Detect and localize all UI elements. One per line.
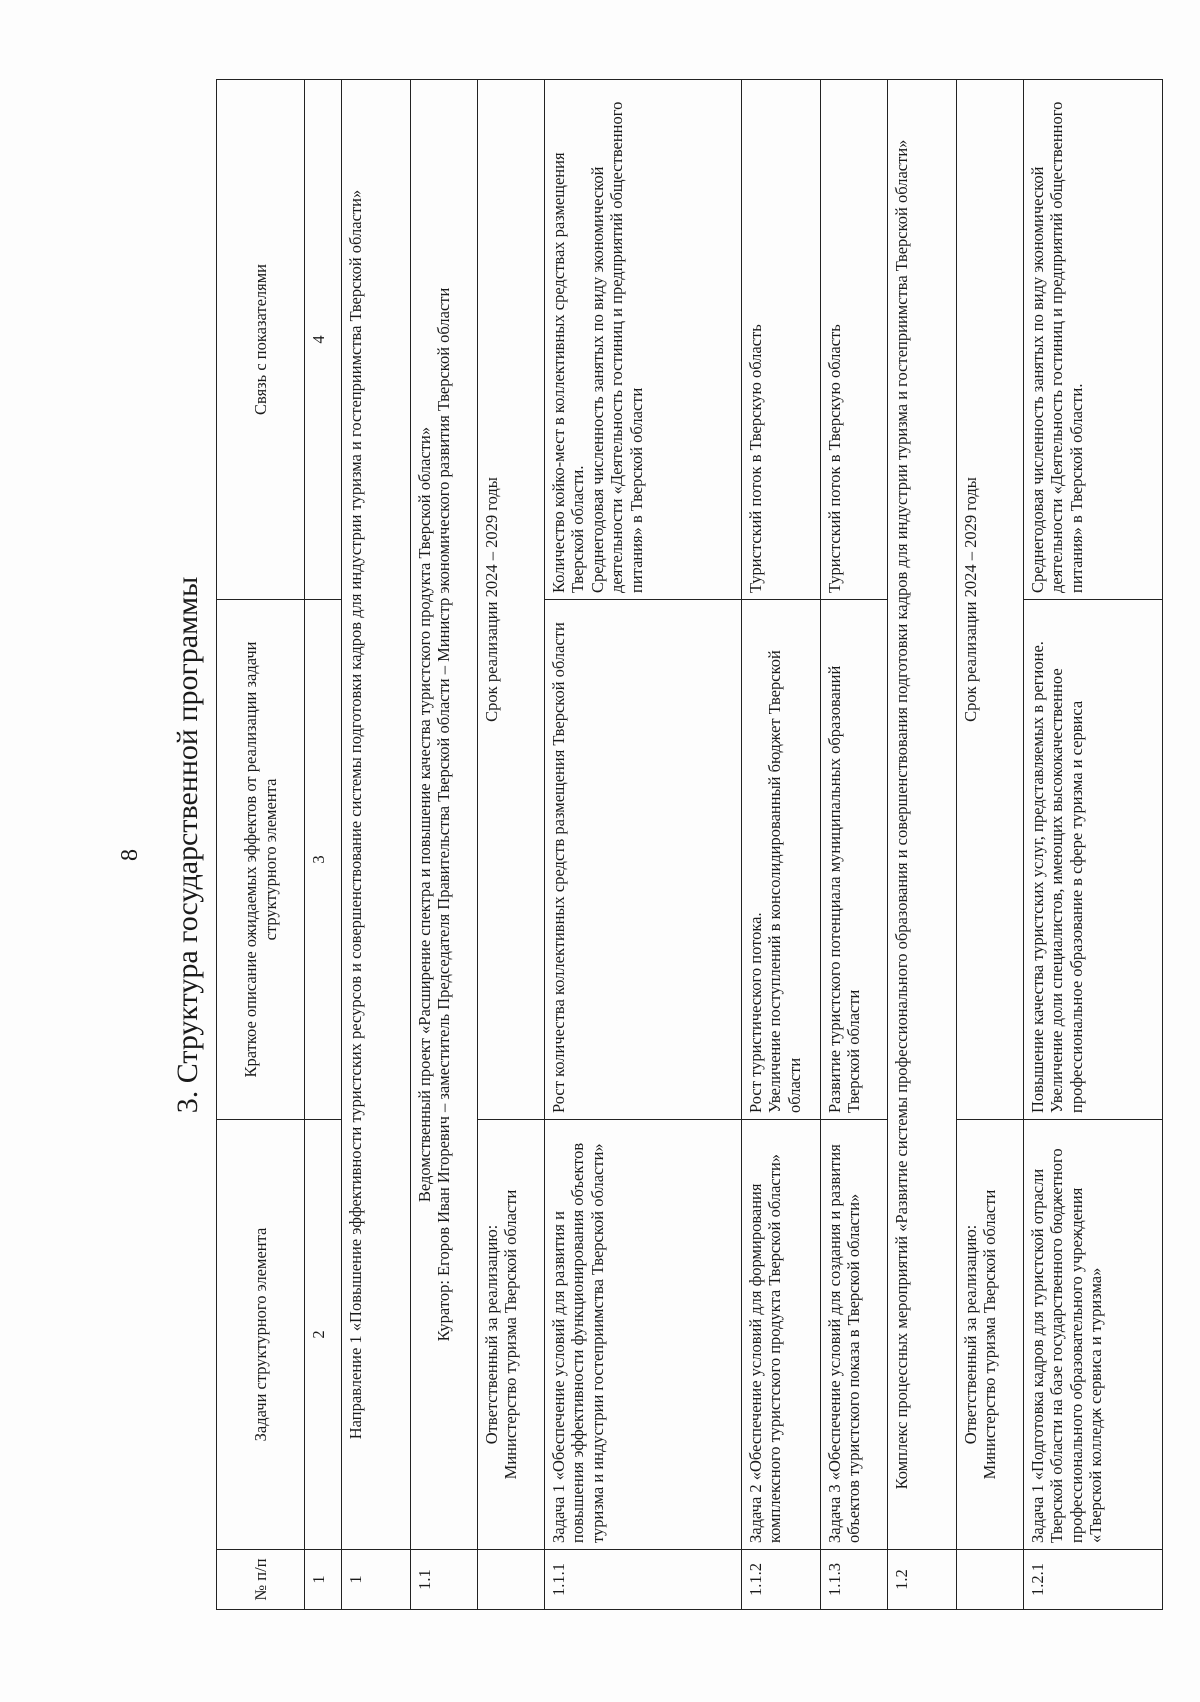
- indicator-cell: [545, 80, 742, 600]
- table-row: [957, 80, 1024, 1610]
- row-number: 1.1.1: [545, 1550, 742, 1610]
- project-title: Ведомственный проект «Расширение спектра и повышение качества туристского продукта Тверской области»: [415, 426, 434, 1203]
- column-number: 4: [305, 80, 342, 600]
- responsible-value: Министерство туризма Тверской области: [501, 1189, 521, 1480]
- column-number: 1: [305, 1550, 342, 1610]
- page-number: 8: [117, 849, 143, 861]
- task-text: Задача 2 «Обеспечение условий для формирования комплексного туристского продукта Тверской области»: [742, 1120, 821, 1550]
- empty-cell: [957, 1550, 1024, 1610]
- table-row: [821, 80, 888, 1610]
- row-number: 1.1.3: [821, 1550, 888, 1610]
- effect-text: Развитие туристского потенциала муниципальных образований Тверской области: [821, 600, 888, 1120]
- header-num: № п/п: [217, 1550, 305, 1610]
- indicator-text: Туристский поток в Тверскую область: [742, 80, 821, 600]
- program-structure-table: [216, 79, 1163, 1610]
- header-tasks: Задачи структурного элемента: [217, 1120, 305, 1550]
- period-text: Срок реализации 2024 – 2029 годы: [478, 80, 545, 1120]
- row-number: 1: [342, 1550, 411, 1610]
- indicator-text: Среднегодовая численность занятых по виду экономической деятельности «Деятельность гостиниц и предприятий общественного питания» в Тверской области.: [1024, 80, 1163, 600]
- effect-text: Рост туристического потока.: [746, 912, 765, 1113]
- task-text: Задача 1 «Подготовка кадров для туристской отрасли Тверской области на базе государственного бюджетного профессионального образовательного учреждения «Тверской колледж сервиса и туризма»: [1024, 1120, 1163, 1550]
- header-links: Связь с показателями: [217, 80, 305, 600]
- responsible-cell: [957, 1120, 1024, 1550]
- effect-text: Рост количества коллективных средств размещения Тверской области: [545, 600, 742, 1120]
- effect-cell: [742, 600, 821, 1120]
- table-row: [342, 80, 411, 1610]
- responsible-label: Ответственный за реализацию:: [961, 1224, 980, 1445]
- responsible-label: Ответственный за реализацию:: [482, 1224, 501, 1445]
- period-text: Срок реализации 2024 – 2029 годы: [957, 80, 1024, 1120]
- page-title: 3. Структура государственной программы: [171, 576, 204, 1114]
- rotated-landscape-page: [168, 80, 1106, 1610]
- indicator-text: Туристский поток в Тверскую область: [821, 80, 888, 600]
- effect-cell: [1024, 600, 1163, 1120]
- complex-title: Комплекс процессных мероприятий «Развитие системы профессионального образования и совершенствования подготовки кадров для индустрии туризма и гостеприимства Тверской области»: [888, 80, 957, 1550]
- row-number: 1.1.2: [742, 1550, 821, 1610]
- row-number: 1.1: [411, 1550, 478, 1610]
- effect-text: Увеличение поступлений в консолидированный бюджет Тверской области: [765, 650, 804, 1113]
- table-header-row: [217, 80, 305, 1610]
- direction-title: Направление 1 «Повышение эффективности туристских ресурсов и совершенствование системы подготовки кадров для индустрии туризма и гостеприимства Тверской области»: [342, 80, 411, 1550]
- table-row: [411, 80, 478, 1610]
- column-number: 2: [305, 1120, 342, 1550]
- effect-text: Увеличение доли специалистов, имеющих высококачественное профессиональное образование в сфере туризма и сервиса: [1047, 668, 1086, 1113]
- responsible-value: Министерство туризма Тверской области: [980, 1189, 1000, 1480]
- project-curator: Куратор: Егоров Иван Игоревич – заместитель Председателя Правительства Тверской области – Министр экономического развития Тверской области: [434, 287, 454, 1342]
- table-row: [742, 80, 821, 1610]
- project-cell: [411, 80, 478, 1550]
- indicator-text: Среднегодовая численность занятых по виду экономической деятельности «Деятельность гостиниц и предприятий общественного питания» в Тверской области: [587, 101, 646, 593]
- empty-cell: [478, 1550, 545, 1610]
- responsible-cell: [478, 1120, 545, 1550]
- column-number-row: [305, 80, 342, 1610]
- column-number: 3: [305, 600, 342, 1120]
- header-effects: Краткое описание ожидаемых эффектов от реализации задачи структурного элемента: [217, 600, 305, 1120]
- effect-text: Повышение качества туристских услуг, представляемых в регионе.: [1028, 641, 1047, 1113]
- task-text: Задача 3 «Обеспечение условий для создания и развития объектов туристского показа в Тверской области»: [821, 1120, 888, 1550]
- indicator-text: Количество койко-мест в коллективных средствах размещения Тверской области.: [549, 152, 588, 593]
- row-number: 1.2.1: [1024, 1550, 1163, 1610]
- table-row: [888, 80, 957, 1610]
- table-row: [478, 80, 545, 1610]
- task-text: Задача 1 «Обеспечение условий для развития и повышения эффективности функционирования объектов туризма и индустрии гостеприимства Тверской области»: [545, 1120, 742, 1550]
- table-row: [1024, 80, 1163, 1610]
- row-number: 1.2: [888, 1550, 957, 1610]
- table-row: [545, 80, 742, 1610]
